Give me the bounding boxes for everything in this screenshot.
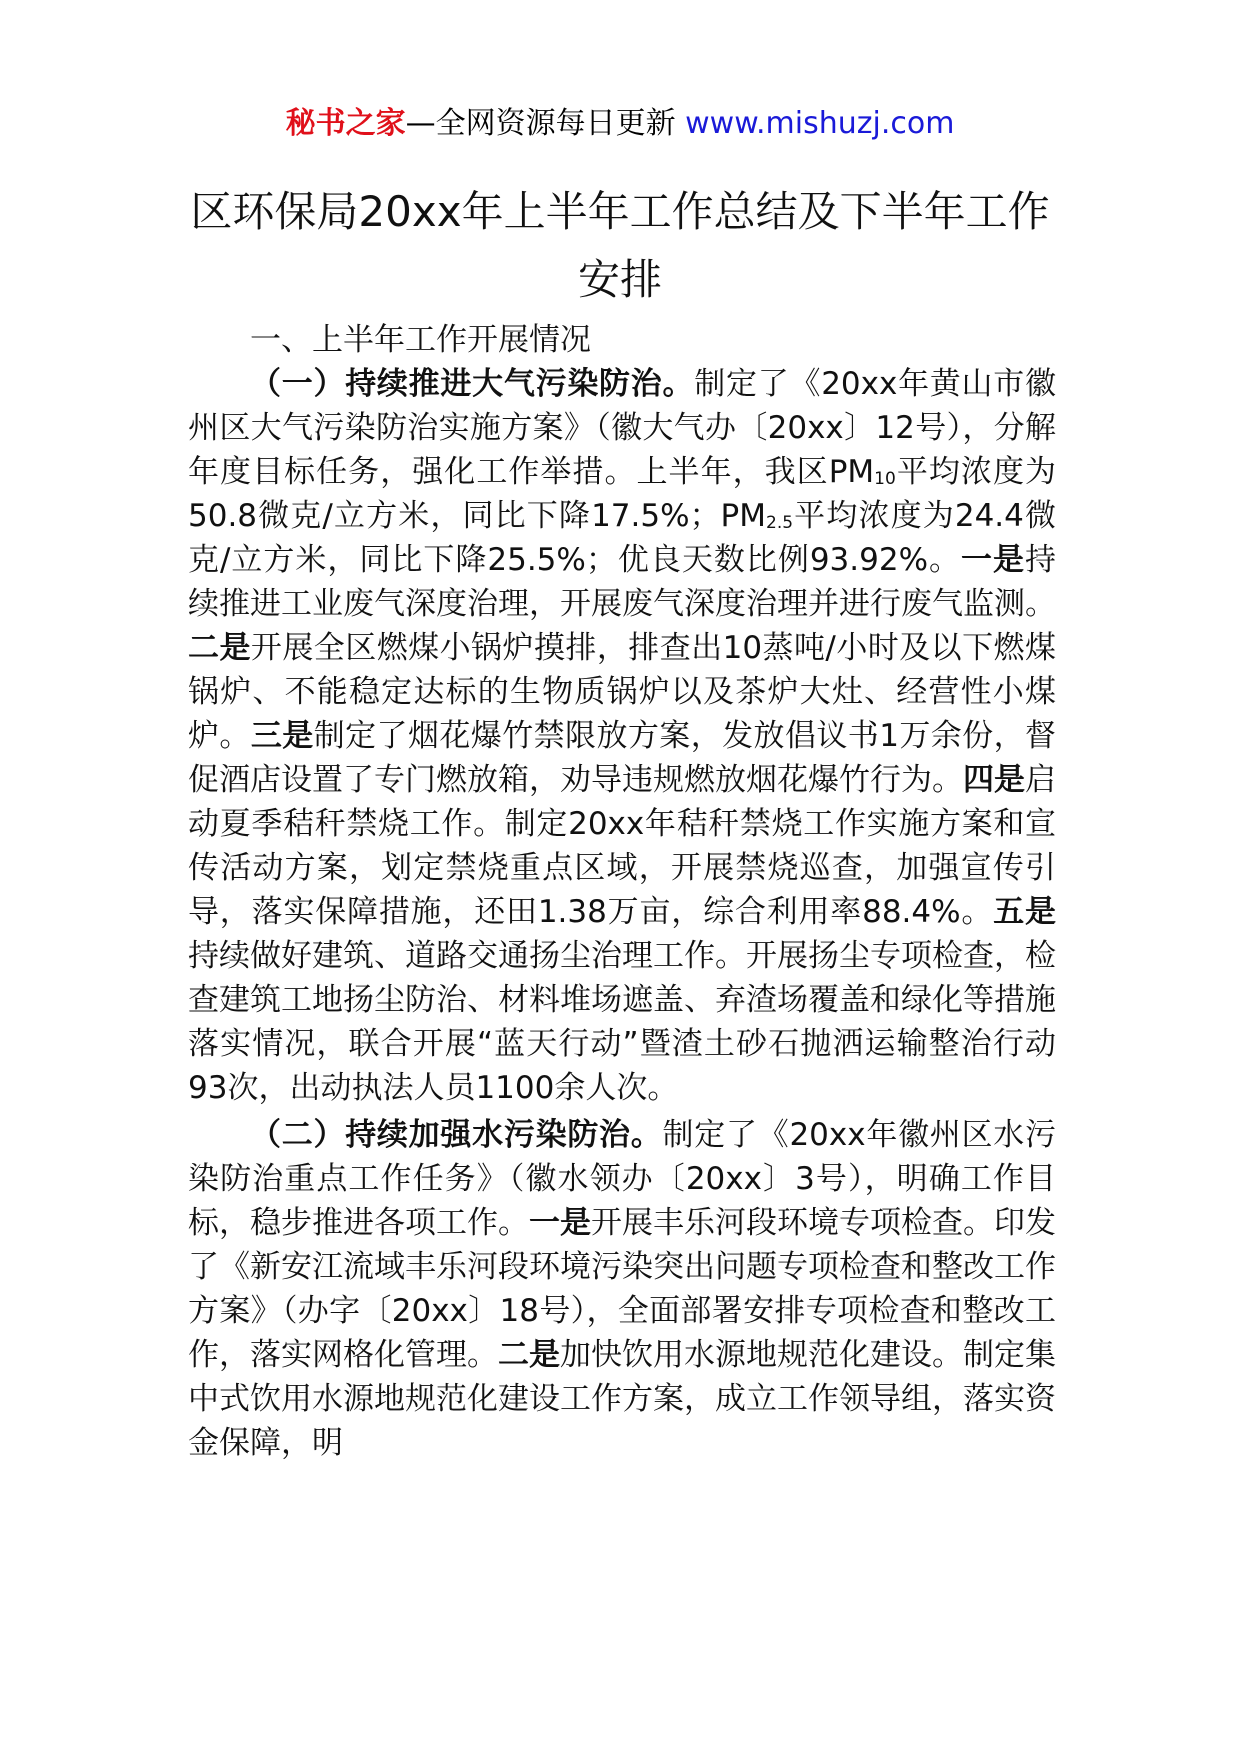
paragraph-text: 制定了《20xx年徽州区水污染防治重点工作任务》（徽水领办〔20xx〕3号），明确工作目标，稳步推进各项工作。 [188, 1117, 1056, 1241]
item-marker: 一是 [529, 1205, 591, 1241]
paragraph-water-pollution [188, 1113, 1056, 1465]
paragraph-text: 平均浓度为24.4微克/立方米，同比下降25.5%；优良天数比例93.92%。 [188, 498, 1057, 578]
item-text: 持续做好建筑、道路交通扬尘治理工作。开展扬尘专项检查，检查建筑工地扬尘防治、材料堆场遮盖、弃渣场覆盖和绿化等措施落实情况，联合开展“蓝天行动”暨渣土砂石抛洒运输整治行动93次，出动执法人员1100余人次。 [188, 938, 1056, 1106]
paragraph-lead: （二）持续加强水污染防治。 [250, 1117, 663, 1153]
item-text: 持续推进工业废气深度治理，开展废气深度治理并进行废气监测。 [188, 542, 1057, 622]
paragraph-text: 平均浓度为50.8微克/立方米，同比下降17.5%；PM [188, 454, 1056, 534]
item-marker: 五是 [993, 894, 1056, 930]
pm10-subscript: 10 [874, 469, 896, 489]
site-url-link[interactable]: www.mishuzj.com [685, 106, 955, 141]
item-marker: 四是 [963, 762, 1025, 798]
header-slogan: —全网资源每日更新 [405, 106, 676, 141]
pm25-subscript: 2.5 [766, 513, 794, 533]
document-body [188, 318, 1056, 1468]
section-heading: 一、上半年工作开展情况 [250, 322, 591, 358]
item-text: 制定了烟花爆竹禁限放方案，发放倡议书1万余份，督促酒店设置了专门燃放箱，劝导违规燃放烟花爆竹行为。 [188, 718, 1057, 798]
paragraph-lead: （一）持续推进大气污染防治。 [250, 366, 695, 402]
item-text: 开展丰乐河段环境专项检查。印发了《新安江流域丰乐河段环境污染突出问题专项检查和整改工作方案》（办字〔20xx〕18号），全面部署安排专项检查和整改工作，落实网格化管理。 [188, 1205, 1056, 1373]
paragraph-text: 制定了《20xx年黄山市徽州区大气污染防治实施方案》（徽大气办〔20xx〕12号），分解年度目标任务，强化工作举措。上半年，我区PM [188, 366, 1056, 490]
item-text: 加快饮用水源地规范化建设。制定集中式饮用水源地规范化建设工作方案，成立工作领导组，落实资金保障，明 [188, 1337, 1056, 1461]
item-marker: 二是 [498, 1337, 560, 1373]
document-title: 区环保局20xx年上半年工作总结及下半年工作安排 [190, 187, 1050, 304]
brand-name: 秘书之家 [285, 106, 406, 141]
item-marker: 二是 [188, 630, 251, 666]
item-marker: 一是 [961, 542, 1026, 578]
item-text: 启动夏季秸秆禁烧工作。制定20xx年秸秆禁烧工作实施方案和宣传活动方案，划定禁烧重点区域，开展禁烧巡查，加强宣传引导，落实保障措施，还田1.38万亩，综合利用率88.4%。 [188, 762, 1056, 930]
item-marker: 三是 [250, 718, 314, 754]
paragraph-air-pollution [188, 362, 1056, 1110]
site-header [0, 104, 1240, 144]
item-text: 开展全区燃煤小锅炉摸排，排查出10蒸吨/小时及以下燃煤锅炉、不能稳定达标的生物质锅炉以及茶炉大灶、经营性小煤炉。 [188, 630, 1057, 754]
